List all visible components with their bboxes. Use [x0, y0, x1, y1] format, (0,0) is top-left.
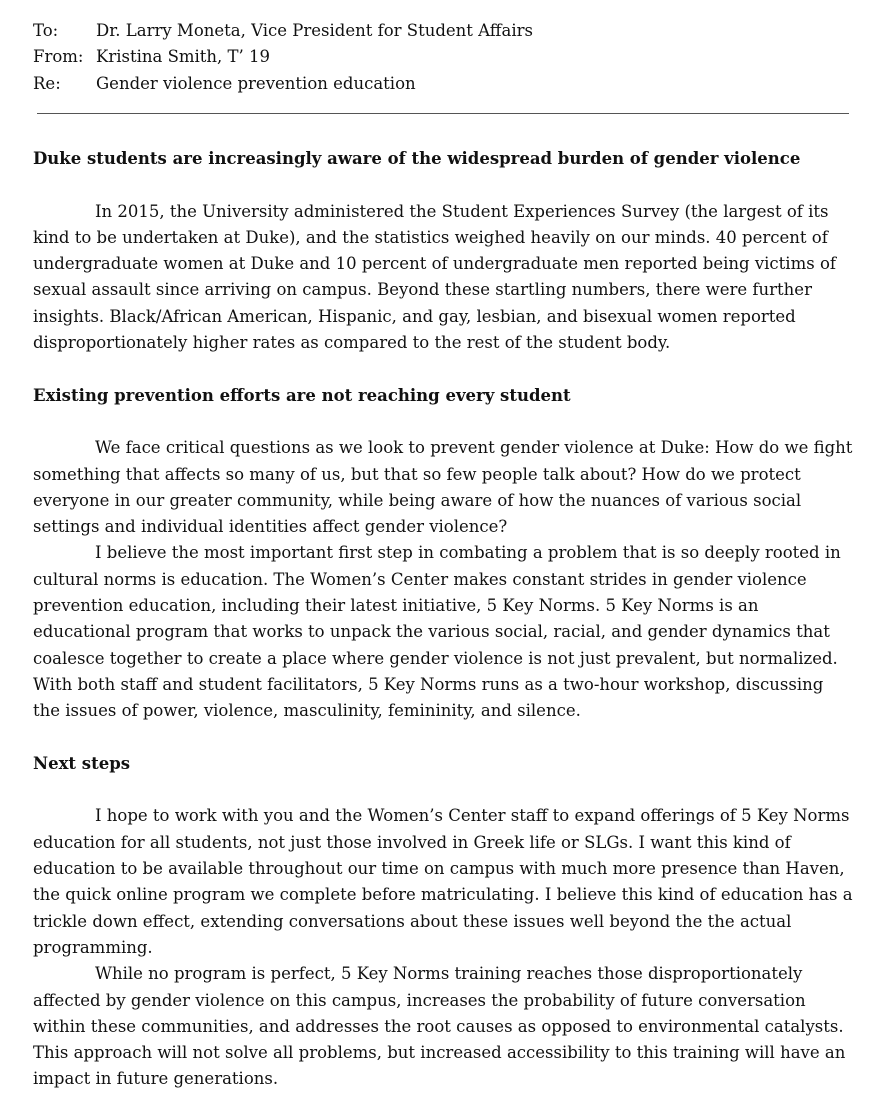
memo-body: [33, 146, 853, 1093]
section-heading: Next steps: [33, 753, 131, 773]
spacer: [33, 356, 853, 382]
memo-from-row: [33, 44, 533, 70]
section-heading: Existing prevention efforts are not reaching every student: [33, 385, 571, 405]
memo-to-label: To:: [33, 21, 59, 40]
paragraph: We face critical questions as we look to prevent gender violence at Duke: How do we fight something that affects so many of us, but that so few people talk about? How do we protect everyone in our greater community, while being aware of how the nuances of various social settings and individual identities affect gender violence?: [33, 438, 853, 537]
memo-re-row: [33, 71, 533, 97]
header-divider: [37, 113, 849, 114]
memo-from-value: Kristina Smith, T’ 19: [96, 47, 271, 67]
paragraph: In 2015, the University administered the Student Experiences Survey (the largest of its kind to be undertaken at Duke), and the statistics weighed heavily on our minds. 40 percent of undergraduate women at Duke and 10 percent of undergraduate men reported being victims of sexual assault since arriving on campus. Beyond these startling numbers, there were further insights. Black/African American, Hispanic, and gay, lesbian, and bisexual women reported disproportionately higher rates as compared to the rest of the student body.: [33, 201, 836, 353]
memo-to-value: Dr. Larry Moneta, Vice President for Student Affairs: [96, 21, 533, 40]
section-next-steps: [33, 751, 853, 1093]
memo-re-label: Re:: [33, 73, 61, 93]
paragraph: I hope to work with you and the Women’s Center staff to expand offerings of 5 Key Norms education for all students, not just those involved in Greek life or SLGs. I want this kind of education to be available throughout our time on campus with much more presence than Haven, the quick online program we complete before matriculating. I believe this kind of education has a trickle down effect, extending conversations about these issues well beyond the the actual programming.: [33, 806, 853, 957]
section-heading: Duke students are increasingly aware of the widespread burden of gender violence: [33, 149, 801, 168]
section-awareness: [33, 146, 853, 356]
section-prevention-efforts: [33, 383, 853, 725]
paragraph: While no program is perfect, 5 Key Norms training reaches those disproportionately affected by gender violence on this campus, increases the probability of future conversation within these communities, and addresses the root causes as opposed to environmental catalysts. This approach will not solve all problems, but increased accessibility to this training will have an impact in future generations.: [33, 964, 846, 1089]
memo-to-row: [33, 18, 533, 44]
spacer: [33, 725, 853, 751]
memo-header: [33, 18, 533, 97]
paragraph: I believe the most important first step in combating a problem that is so deeply rooted in cultural norms is education. The Women’s Center makes constant strides in gender violence prevention education, including their latest initiative, 5 Key Norms. 5 Key Norms is an educational program that works to unpack the various social, racial, and gender dynamics that coalesce together to create a place where gender violence is not just prevalent, but normalized. With both staff and student facilitators, 5 Key Norms runs as a two-hour workshop, discussing the issues of power, violence, masculinity, femininity, and silence.: [33, 543, 841, 721]
memo-re-value: Gender violence prevention education: [96, 73, 416, 93]
memo-from-label: From:: [33, 47, 84, 67]
